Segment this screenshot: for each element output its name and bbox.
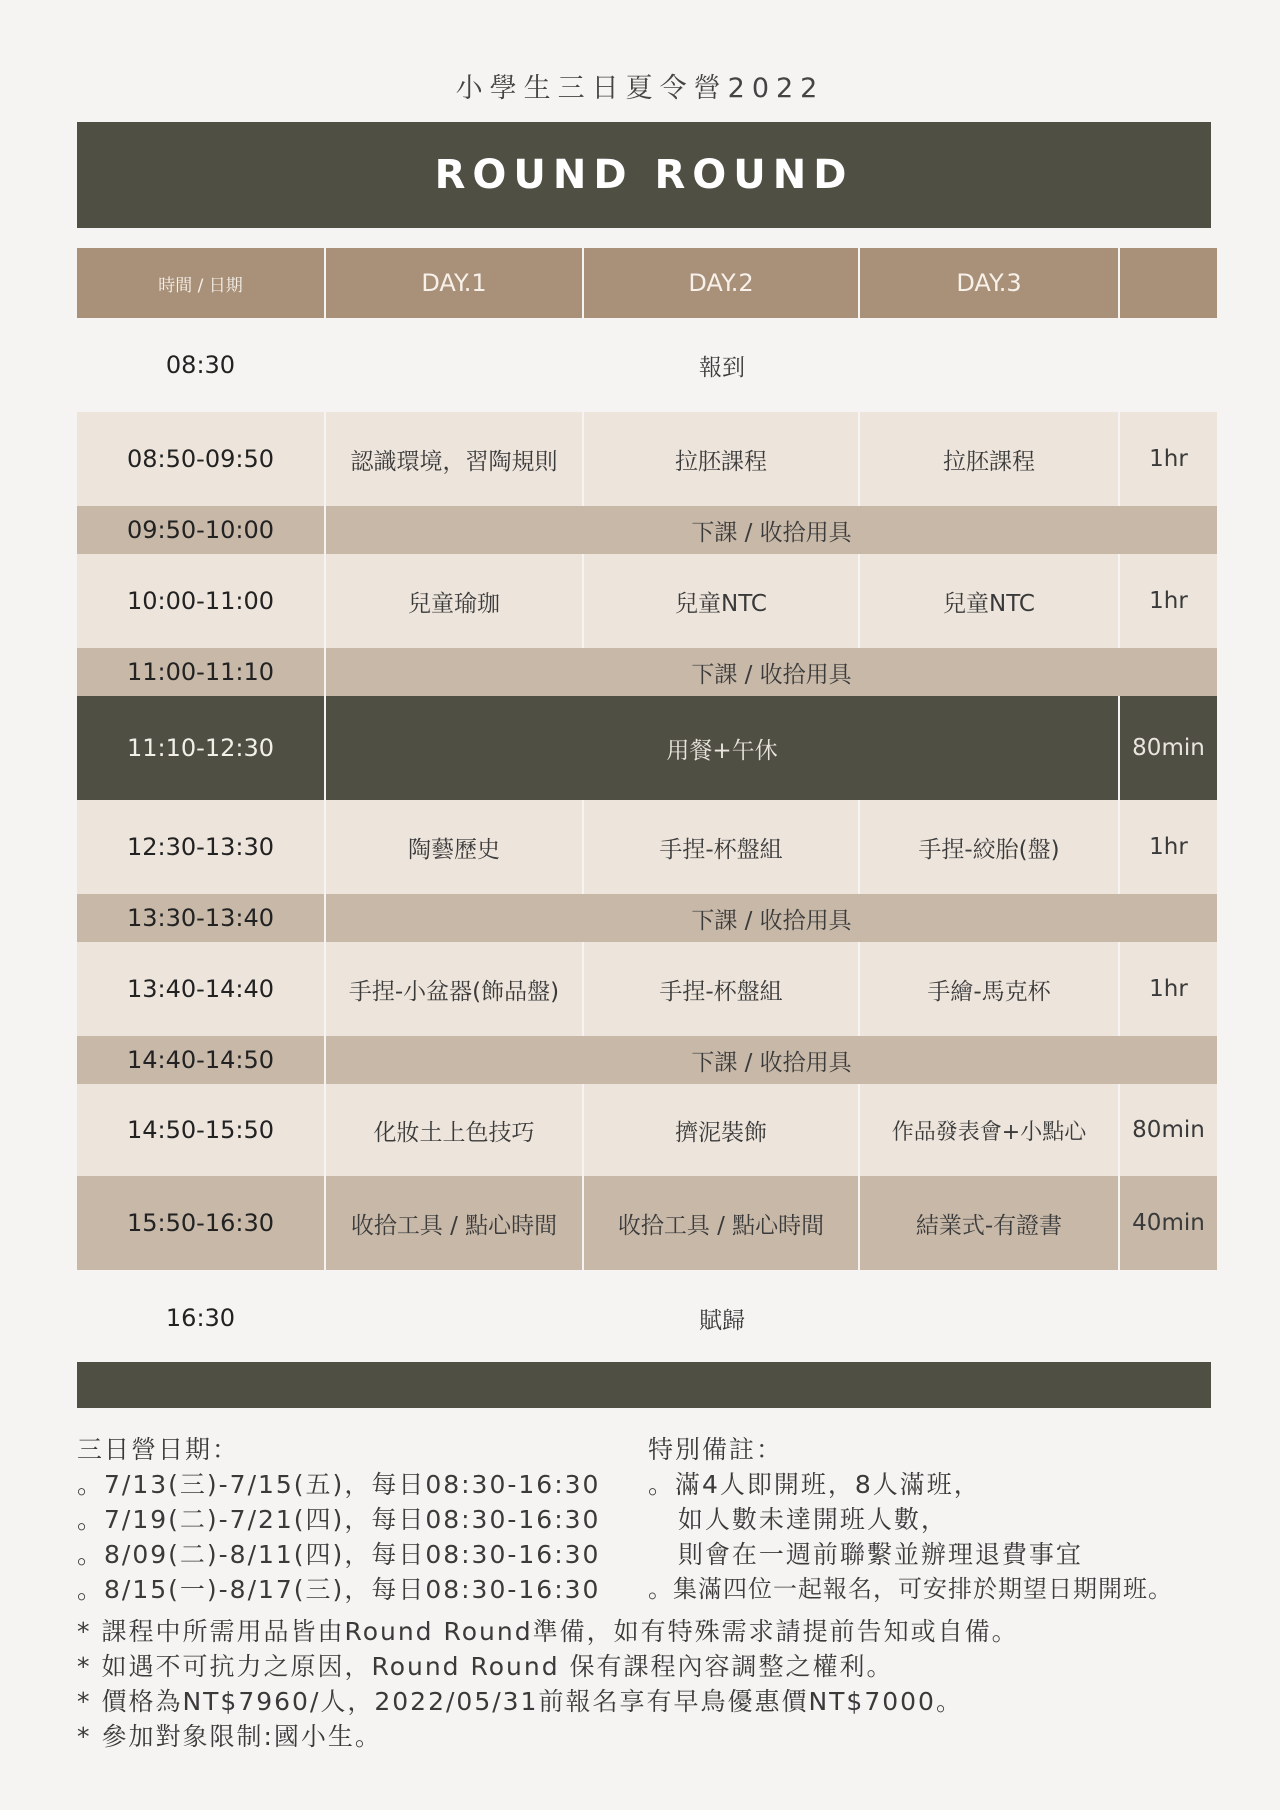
- row-day1: 認識環境，習陶規則: [326, 412, 582, 506]
- row-break: 下課 / 收拾用具: [326, 648, 1217, 696]
- row-day2: 手捏-杯盤組: [584, 942, 858, 1036]
- row-day3: 手繪-馬克杯: [860, 942, 1118, 1036]
- camp-date-item: 。7/19(二)-7/21(四)，每日08:30-16:30: [77, 1505, 601, 1534]
- camp-dates: [77, 1432, 600, 1607]
- row-time: 11:00-11:10: [77, 648, 324, 696]
- row-duration: 40min: [1120, 1176, 1217, 1270]
- page-subtitle: 小學生三日夏令營2022: [455, 73, 825, 104]
- row-break: 下課 / 收拾用具: [326, 894, 1217, 942]
- schedule-table: [77, 248, 1211, 1366]
- row-day2: 收拾工具 / 點心時間: [584, 1176, 858, 1270]
- row-day3: 手捏-絞胎(盤): [860, 800, 1118, 894]
- header-day1: DAY.1: [326, 248, 582, 318]
- footnote: * 課程中所需用品皆由Round Round準備，如有特殊需求請提前告知或自備。: [77, 1617, 1019, 1646]
- special-remarks: [648, 1432, 1173, 1607]
- row-break: 下課 / 收拾用具: [326, 506, 1217, 554]
- row-day3: 作品發表會+小點心: [860, 1084, 1118, 1176]
- row-merged-activity: 報到: [699, 354, 745, 381]
- footnotes: [77, 1614, 1019, 1754]
- header-day3: DAY.3: [860, 248, 1118, 318]
- remark-line: 則會在一週前聯繫並辦理退費事宜: [648, 1540, 1083, 1569]
- row-duration: 80min: [1120, 696, 1217, 800]
- row-day2: 擠泥裝飾: [584, 1084, 858, 1176]
- row-merged-activity: 賦歸: [699, 1307, 745, 1334]
- header-duration: [1120, 248, 1217, 318]
- footnote: * 如遇不可抗力之原因，Round Round 保有課程內容調整之權利。: [77, 1652, 894, 1681]
- row-time: 14:40-14:50: [77, 1036, 324, 1084]
- banner-title: ROUND ROUND: [434, 152, 854, 198]
- header-time-date: 時間 / 日期: [77, 248, 324, 318]
- row-time: 08:50-09:50: [77, 412, 324, 506]
- row-day1: 陶藝歷史: [326, 800, 582, 894]
- row-day3: 兒童NTC: [860, 554, 1118, 648]
- row-duration: 1hr: [1120, 800, 1217, 894]
- row-time: 16:30: [165, 1304, 236, 1332]
- header-day2: DAY.2: [584, 248, 858, 318]
- remark-line: 如人數未達開班人數，: [648, 1505, 948, 1534]
- row-duration: 1hr: [1120, 412, 1217, 506]
- row-time: 08:30: [165, 351, 236, 379]
- row-time: 10:00-11:00: [77, 554, 324, 648]
- row-day1: 兒童瑜珈: [326, 554, 582, 648]
- footnote: * 參加對象限制:國小生。: [77, 1722, 382, 1751]
- row-time: 12:30-13:30: [77, 800, 324, 894]
- row-day1: 手捏-小盆器(飾品盤): [326, 942, 582, 1036]
- camp-date-item: 。8/09(二)-8/11(四)，每日08:30-16:30: [77, 1540, 601, 1569]
- camp-date-item: 。7/13(三)-7/15(五)，每日08:30-16:30: [77, 1470, 601, 1499]
- row-lunch: 用餐+午休: [326, 696, 1118, 800]
- row-day1: 收拾工具 / 點心時間: [326, 1176, 582, 1270]
- row-duration: 1hr: [1120, 554, 1217, 648]
- footer-bar: [77, 1362, 1211, 1408]
- title-banner: [77, 122, 1211, 228]
- row-time: 15:50-16:30: [77, 1176, 324, 1270]
- remarks-title: 特別備註：: [648, 1435, 784, 1464]
- row-time: 13:30-13:40: [77, 894, 324, 942]
- row-time: 13:40-14:40: [77, 942, 324, 1036]
- row-duration: [1120, 318, 1217, 412]
- row-day1: 化妝土上色技巧: [326, 1084, 582, 1176]
- row-time: 14:50-15:50: [77, 1084, 324, 1176]
- remark-line: 。滿4人即開班，8人滿班，: [648, 1470, 981, 1499]
- row-day2: 兒童NTC: [584, 554, 858, 648]
- footnote: * 價格為NT$7960/人，2022/05/31前報名享有早鳥優惠價NT$7000。: [77, 1687, 963, 1716]
- remark-line: 。集滿四位一起報名，可安排於期望日期開班。: [648, 1575, 1173, 1603]
- row-duration: 80min: [1120, 1084, 1217, 1176]
- row-day2: 手捏-杯盤組: [584, 800, 858, 894]
- row-day2: 拉胚課程: [584, 412, 858, 506]
- row-time: 09:50-10:00: [77, 506, 324, 554]
- camp-date-item: 。8/15(一)-8/17(三)，每日08:30-16:30: [77, 1575, 601, 1604]
- row-day3: 拉胚課程: [860, 412, 1118, 506]
- camp-dates-title: 三日營日期：: [77, 1435, 240, 1464]
- row-duration: [1120, 1270, 1217, 1366]
- row-break: 下課 / 收拾用具: [326, 1036, 1217, 1084]
- row-day3: 結業式-有證書: [860, 1176, 1118, 1270]
- row-time: 11:10-12:30: [77, 696, 324, 800]
- row-duration: 1hr: [1120, 942, 1217, 1036]
